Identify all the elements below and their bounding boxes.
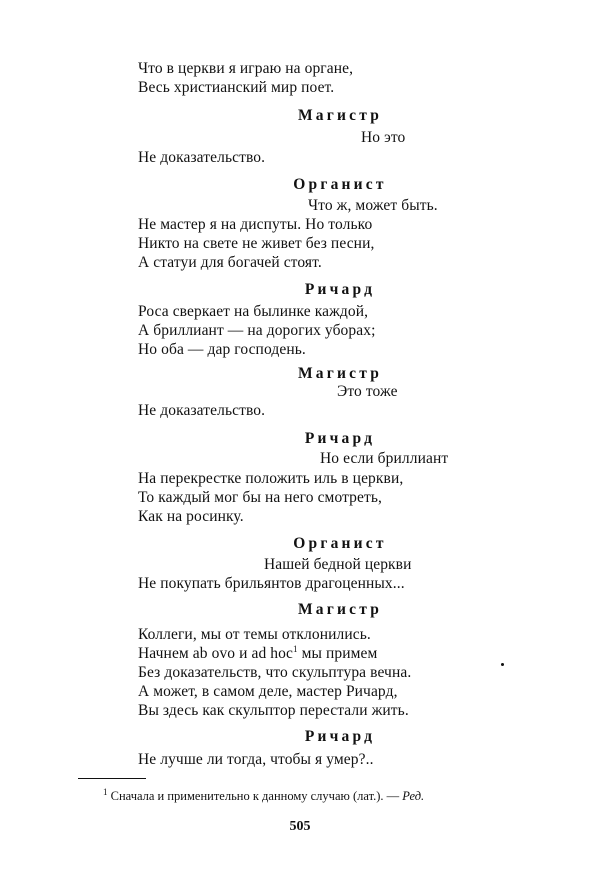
verse-line-part: мы примем (297, 645, 378, 662)
verse-line: А бриллиант — на дорогих уборах; (138, 322, 376, 339)
stray-mark (501, 663, 504, 666)
verse-line: Без доказательств, что скульптура вечна. (138, 664, 412, 681)
page-number: 505 (289, 819, 311, 834)
speaker-heading: Ричард (304, 728, 376, 745)
speaker-heading: Магистр (297, 601, 383, 618)
footnote-text: Сначала и применительно к данному случаю (лат.). — (107, 789, 403, 803)
verse-line: Но если бриллиант (320, 450, 449, 467)
verse-line: Что ж, может быть. (308, 197, 438, 214)
footnote (103, 788, 424, 804)
verse-line: Не мастер я на диспуты. Но только (138, 216, 373, 233)
verse-line: Не доказательство. (138, 149, 266, 166)
verse-line: А статуи для богачей стоят. (138, 254, 322, 271)
verse-line (138, 645, 377, 663)
verse-line: Но это (361, 129, 406, 146)
footnote-editor: Ред. (402, 789, 425, 803)
verse-line-part: Начнем ab ovo и ad hoc (138, 645, 293, 662)
verse-line: Коллеги, мы от темы отклонились. (138, 626, 371, 643)
speaker-heading: Магистр (297, 365, 383, 382)
speaker-heading: Органист (293, 535, 387, 552)
footnote-marker: 1 (103, 786, 108, 797)
verse-line: Вы здесь как скульптор перестали жить. (138, 702, 409, 719)
verse-line: А может, в самом деле, мастер Ричард, (138, 683, 398, 700)
verse-line: Не доказательство. (138, 402, 266, 419)
verse-line: Роса сверкает на былинке каждой, (138, 303, 369, 320)
verse-line: Что в церкви я играю на органе, (138, 60, 354, 77)
verse-line: Никто на свете не живет без песни, (138, 235, 375, 252)
verse-line: Нашей бедной церкви (264, 556, 412, 573)
verse-line: На перекрестке положить иль в церкви, (138, 470, 404, 487)
speaker-heading: Ричард (304, 281, 376, 298)
verse-line: Не лучше ли тогда, чтобы я умер?.. (138, 751, 374, 768)
verse-line: Это тоже (337, 383, 398, 400)
footnote-divider (78, 778, 146, 779)
speaker-heading: Ричард (304, 430, 376, 447)
verse-line: Но оба — дар господень. (138, 341, 306, 358)
verse-line: Как на росинку. (138, 508, 244, 525)
speaker-heading: Магистр (297, 107, 383, 124)
verse-line: Весь христианский мир поет. (138, 79, 335, 96)
verse-line: То каждый мог бы на него смотреть, (138, 489, 383, 506)
verse-line: Не покупать брильянтов драгоценных... (138, 575, 405, 592)
footnote-reference[interactable]: 1 (293, 643, 298, 654)
speaker-heading: Органист (293, 176, 387, 193)
